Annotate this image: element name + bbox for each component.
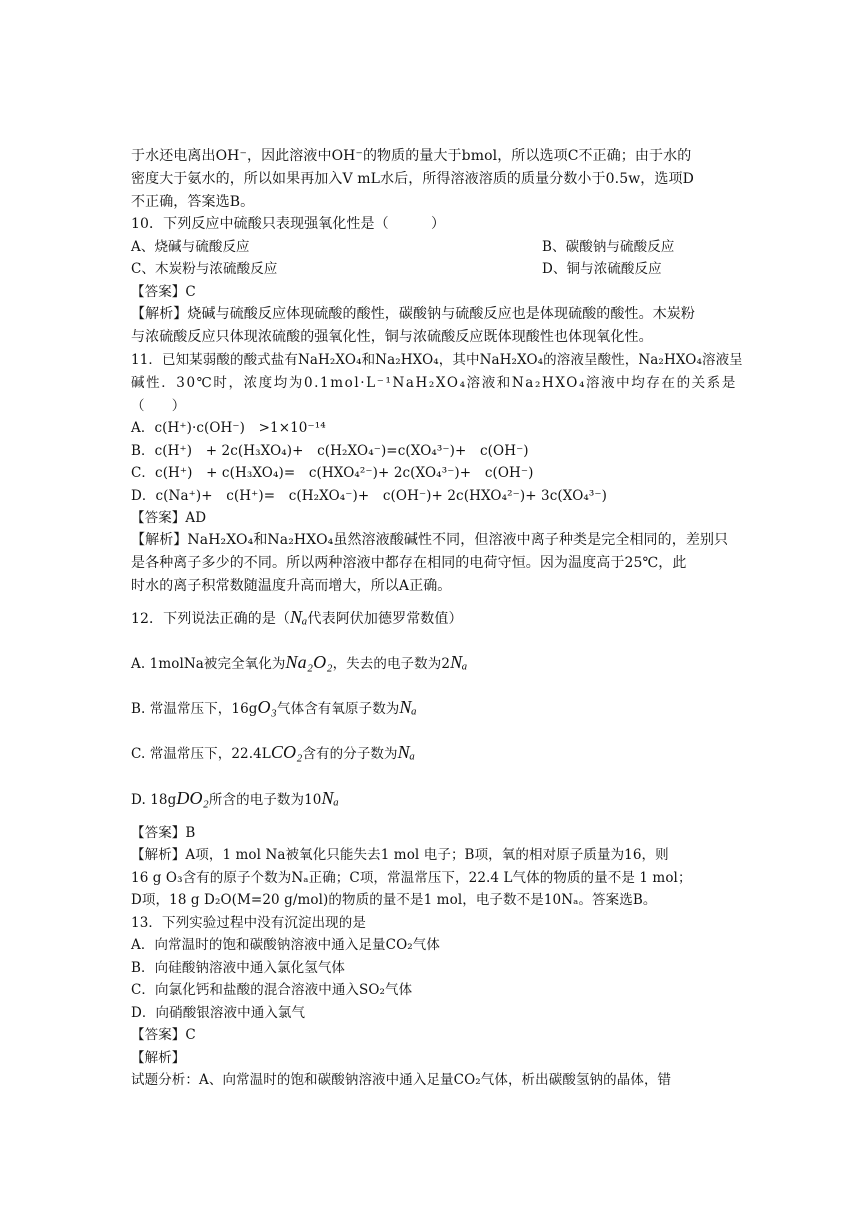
q12-stem bbox=[131, 604, 737, 632]
q12-option-b bbox=[131, 694, 737, 722]
q12-option-d-var: Nₐ bbox=[321, 788, 339, 808]
q12-option-b-post: 气体含有氧原子数为 bbox=[277, 701, 400, 717]
q12-option-c-var: Nₐ bbox=[397, 742, 416, 762]
q10-options-row-2 bbox=[131, 259, 737, 279]
q13-answer: 【答案】C bbox=[131, 1027, 196, 1043]
q12-answer: 【答案】B bbox=[131, 825, 196, 841]
q13-analysis-label: 【解析】 bbox=[131, 1050, 186, 1066]
q11-answer: 【答案】AD bbox=[131, 510, 207, 526]
q10-analysis-line-2: 与浓硫酸反应只体现浓硫酸的强氧化性，铜与浓硫酸反应既体现酸性也体现氧化性。 bbox=[131, 329, 653, 345]
q12-option-a-var: Nₐ bbox=[450, 652, 468, 672]
q13-option-c: C．向氯化钙和盐酸的混合溶液中通入SO₂气体 bbox=[131, 982, 413, 998]
q12-option-c-formula: CO₂ bbox=[270, 742, 303, 762]
q10-option-b: B、碳酸钠与硫酸反应 bbox=[542, 239, 675, 255]
q12-analysis-line-2: 16 g O₃含有的原子个数为Nₐ正确；C项，常温常压下，22.4 L气体的物质的量不是 1 mol； bbox=[131, 870, 692, 886]
q12-option-b-formula: O₃ bbox=[257, 697, 277, 717]
q11-option-c: C．c(H⁺) + c(H₃XO₄)= c(HXO₄²⁻)+ 2c(XO₄³⁻)+ c(OH⁻) bbox=[131, 465, 534, 481]
q12-analysis-line-1: 【解析】A项，1 mol Na被氧化只能失去1 mol 电子；B项，氧的相对原子质量为16，则 bbox=[131, 847, 669, 863]
q12-option-d-pre: D. 18g bbox=[131, 792, 177, 808]
q12-option-a-post: ，失去的电子数为2 bbox=[332, 656, 451, 672]
q13-option-d: D．向硝酸银溶液中通入氯气 bbox=[131, 1005, 306, 1021]
q11-stem-line-1: 11．已知某弱酸的酸式盐有NaH₂XO₄和Na₂HXO₄，其中NaH₂XO₄的溶液呈酸性，Na₂HXO₄溶液呈 bbox=[131, 352, 743, 368]
q10-stem: 10．下列反应中硫酸只表现强氧化性是（ ） bbox=[131, 216, 446, 232]
q13-option-a: A．向常温时的饱和碳酸钠溶液中通入足量CO₂气体 bbox=[131, 937, 440, 953]
q9-analysis-line-3: 不正确，答案选B。 bbox=[131, 194, 255, 210]
q12-option-a bbox=[131, 649, 737, 677]
q13-stem: 13．下列实验过程中没有沉淀出现的是 bbox=[131, 915, 366, 931]
q10-option-a: A、烧碱与硫酸反应 bbox=[131, 239, 250, 255]
q12-option-c bbox=[131, 739, 737, 767]
q12-option-b-var: Nₐ bbox=[399, 697, 417, 717]
q12-stem-post: 代表阿伏加德罗常数值） bbox=[307, 611, 463, 627]
q11-option-d: D．c(Na⁺)+ c(H⁺)= c(H₂XO₄⁻)+ c(OH⁻)+ 2c(HXO₄²⁻)+ 3c(XO₄³⁻) bbox=[131, 488, 607, 504]
q11-analysis-line-3: 时水的离子积常数随温度升高而增大，所以A正确。 bbox=[131, 578, 452, 594]
q13-option-b: B．向硅酸钠溶液中通入氯化氢气体 bbox=[131, 960, 346, 976]
q10-analysis-line-1: 【解析】烧碱与硫酸反应体现硫酸的酸性，碳酸钠与硫酸反应也是体现硫酸的酸性。木炭粉 bbox=[131, 306, 695, 322]
q12-stem-var: Nₐ bbox=[290, 607, 308, 627]
q11-option-a: A．c(H⁺)·c(OH⁻) >1×10⁻¹⁴ bbox=[131, 420, 326, 436]
q12-option-d bbox=[131, 785, 737, 813]
q11-stem-line-2: 碱性．30℃时，浓度均为0.1mol·L⁻¹NaH₂XO₄溶液和Na₂HXO₄溶液中均存在的关系是 bbox=[131, 375, 737, 391]
q12-option-a-formula: Na₂O₂ bbox=[285, 652, 333, 672]
q9-analysis-line-1: 于水还电离出OH⁻，因此溶液中OH⁻的物质的量大于bmol，所以选项C不正确；由于水的 bbox=[131, 148, 692, 164]
q12-option-d-post: 所含的电子数为10 bbox=[208, 792, 322, 808]
q9-analysis-line-2: 密度大于氨水的，所以如果再加入V mL水后，所得溶液溶质的质量分数小于0.5w，选项D bbox=[131, 171, 694, 187]
q12-option-a-pre: A. 1molNa被完全氧化为 bbox=[131, 656, 286, 672]
q10-options-row-1 bbox=[131, 237, 737, 257]
q12-stem-pre: 12．下列说法正确的是（ bbox=[131, 611, 291, 627]
q12-option-c-post: 含有的分子数为 bbox=[302, 746, 398, 762]
q10-option-d: D、铜与浓硫酸反应 bbox=[542, 261, 662, 277]
q12-analysis-line-3: D项，18 g D₂O(M=20 g/mol)的物质的量不是1 mol，电子数不是10Nₐ。答案选B。 bbox=[131, 892, 657, 908]
q10-option-c: C、木炭粉与浓硫酸反应 bbox=[131, 261, 278, 277]
q11-stem-line-3: （ ） bbox=[131, 398, 186, 414]
q12-option-d-formula: DO₂ bbox=[176, 788, 209, 808]
q12-option-c-pre: C. 常温常压下，22.4L bbox=[131, 746, 271, 762]
q12-option-b-pre: B. 常温常压下，16g bbox=[131, 701, 258, 717]
q11-analysis-line-1: 【解析】NaH₂XO₄和Na₂HXO₄虽然溶液酸碱性不同，但溶液中离子种类是完全相同的，差别只 bbox=[131, 532, 729, 548]
q13-analysis-line-1: 试题分析：A、向常温时的饱和碳酸钠溶液中通入足量CO₂气体，析出碳酸氢钠的晶体，错 bbox=[131, 1072, 672, 1088]
q11-option-b: B．c(H⁺) + 2c(H₃XO₄)+ c(H₂XO₄⁻)=c(XO₄³⁻)+ c(OH⁻) bbox=[131, 443, 529, 459]
q11-analysis-line-2: 是各种离子多少的不同。所以两种溶液中都存在相同的电荷守恒。因为温度高于25℃，此 bbox=[131, 555, 687, 571]
q10-answer: 【答案】C bbox=[131, 284, 196, 300]
